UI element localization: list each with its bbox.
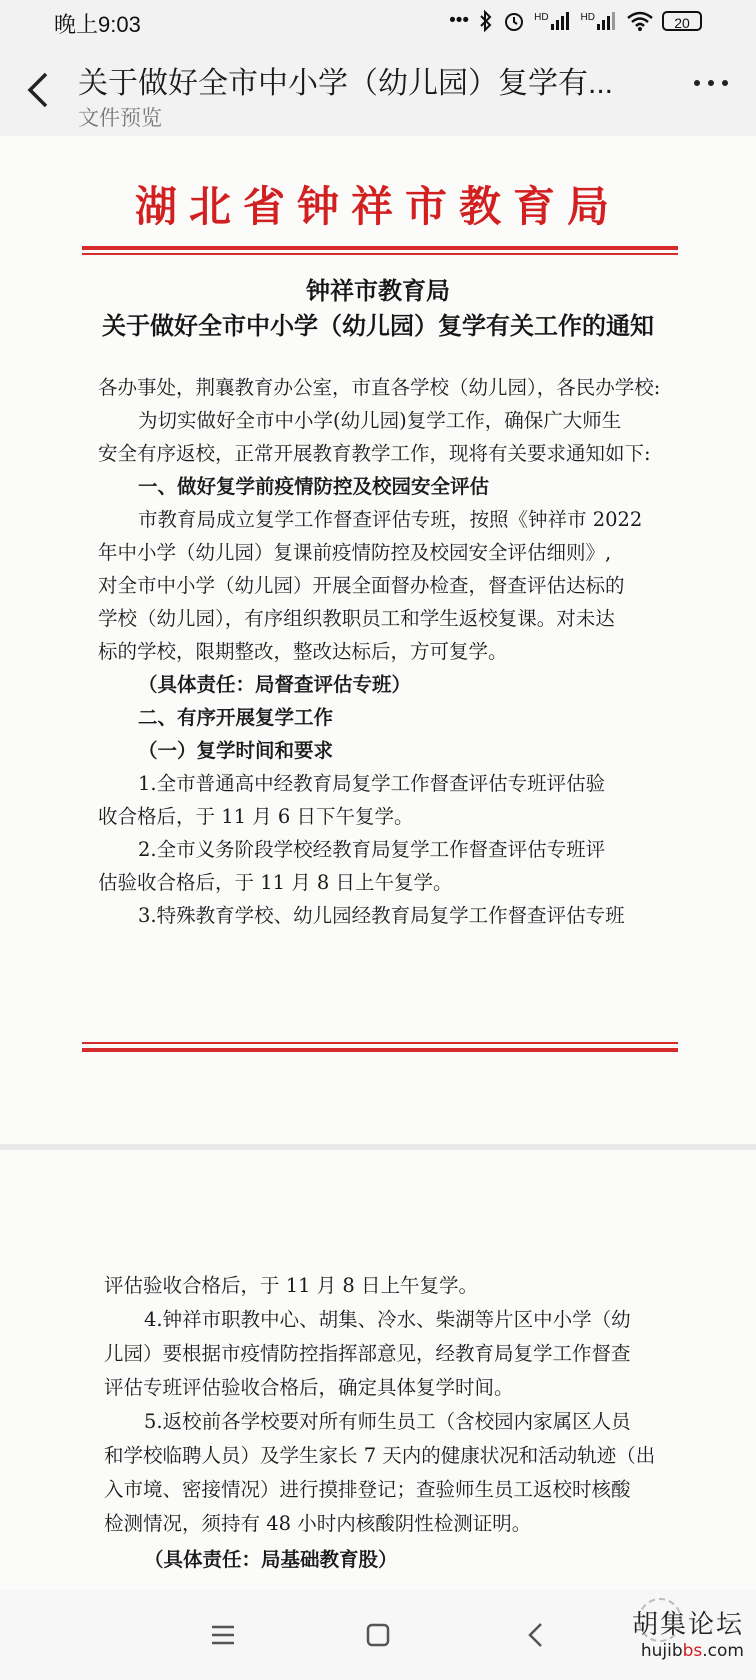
text-line: 检测情况，须持有 48 小时内核酸阴性检测证明。	[104, 1512, 532, 1535]
document-page-1	[0, 136, 756, 1144]
notice-title: 关于做好全市中小学（幼儿园）复学有关工作的通知	[102, 311, 654, 340]
wifi-icon	[627, 11, 653, 31]
status-icons	[449, 8, 702, 34]
text-line: 为切实做好全市中小学(幼儿园)复学工作，确保广大师生	[138, 409, 622, 432]
text-line: 3.特殊教育学校、幼儿园经教育局复学工作督查评估专班	[138, 904, 625, 927]
responsibility-line: （具体责任：局基础教育股）	[144, 1548, 398, 1571]
document-header: 湖北省钟祥市教育局	[134, 182, 621, 231]
document-subtitle: 文件预览	[78, 107, 162, 130]
home-square-icon[interactable]	[361, 1618, 395, 1652]
back-arrow-icon[interactable]	[20, 68, 56, 112]
more-options-icon[interactable]	[694, 80, 728, 86]
text-line: 对全市中小学（幼儿园）开展全面督办检查，督查评估达标的	[98, 574, 625, 597]
text-line: 1.全市普通高中经教育局复学工作督查评估专班评估验	[138, 772, 606, 795]
app-bar	[0, 44, 756, 136]
footer-rule	[82, 1048, 678, 1052]
menu-icon[interactable]	[206, 1618, 240, 1652]
text-line: 入市境、密接情况）进行摸排登记；查验师生员工返校时核酸	[104, 1478, 631, 1501]
footer-rule-thin	[82, 1042, 678, 1044]
text-line: 收合格后，于 11 月 6 日下午复学。	[98, 805, 414, 828]
subsection-heading: （一）复学时间和要求	[138, 739, 334, 762]
section-heading: 一、做好复学前疫情防控及校园安全评估	[138, 475, 490, 498]
text-line: 安全有序返校，正常开展教育教学工作，现将有关要求通知如下:	[98, 442, 651, 465]
text-line: 学校（幼儿园），有序组织教职员工和学生返校复课。对未达	[98, 607, 615, 630]
text-line: 2.全市义务阶段学校经教育局复学工作督查评估专班评	[138, 838, 606, 861]
watermark-name: 胡集论坛	[631, 1610, 744, 1640]
text-line: 5.返校前各学校要对所有师生员工（含校园内家属区人员	[144, 1410, 631, 1433]
text-line: 各办事处，荆襄教育办公室，市直各学校（幼儿园），各民办学校:	[98, 376, 661, 399]
document-page-2	[0, 1150, 756, 1590]
section-heading: 二、有序开展复学工作	[138, 706, 334, 729]
notice-issuer: 钟祥市教育局	[306, 276, 450, 305]
text-line: 标的学校，限期整改，整改达标后，方可复学。	[98, 640, 508, 663]
text-line: 市教育局成立复学工作督查评估专班，按照《钟祥市 2022	[138, 508, 643, 531]
header-rule	[82, 246, 678, 250]
back-chevron-icon[interactable]	[520, 1618, 554, 1652]
signal-hd-icon: HD	[581, 12, 618, 30]
status-bar	[0, 0, 756, 44]
text-line: 年中小学（幼儿园）复课前疫情防控及校园安全评估细则》,	[98, 541, 612, 564]
text-line: 儿园）要根据市疫情防控指挥部意见，经教育局复学工作督查	[104, 1342, 631, 1365]
status-time: 晚上9:03	[54, 12, 141, 37]
responsibility-line: （具体责任：局督查评估专班）	[138, 673, 412, 696]
text-line: 和学校临聘人员）及学生家长 7 天内的健康状况和活动轨迹（出	[104, 1444, 656, 1467]
document-title: 关于做好全市中小学（幼儿园）复学有...	[78, 67, 614, 100]
text-line: 评估验收合格后，于 11 月 8 日上午复学。	[104, 1274, 479, 1297]
signal-hd-icon: HD	[534, 12, 571, 30]
watermark-url: hujibbs.com	[640, 1641, 744, 1661]
battery-icon: 20	[662, 11, 702, 31]
bluetooth-icon	[478, 10, 494, 32]
alarm-icon	[503, 10, 525, 32]
text-line: 4.钟祥市职教中心、胡集、冷水、柴湖等片区中小学（幼	[144, 1308, 631, 1331]
header-rule-thin	[82, 253, 678, 255]
dots-icon: •••	[449, 10, 470, 31]
text-line: 评估专班评估验收合格后，确定具体复学时间。	[104, 1376, 514, 1399]
site-watermark	[632, 1604, 744, 1661]
text-line: 估验收合格后，于 11 月 8 日上午复学。	[98, 871, 453, 894]
